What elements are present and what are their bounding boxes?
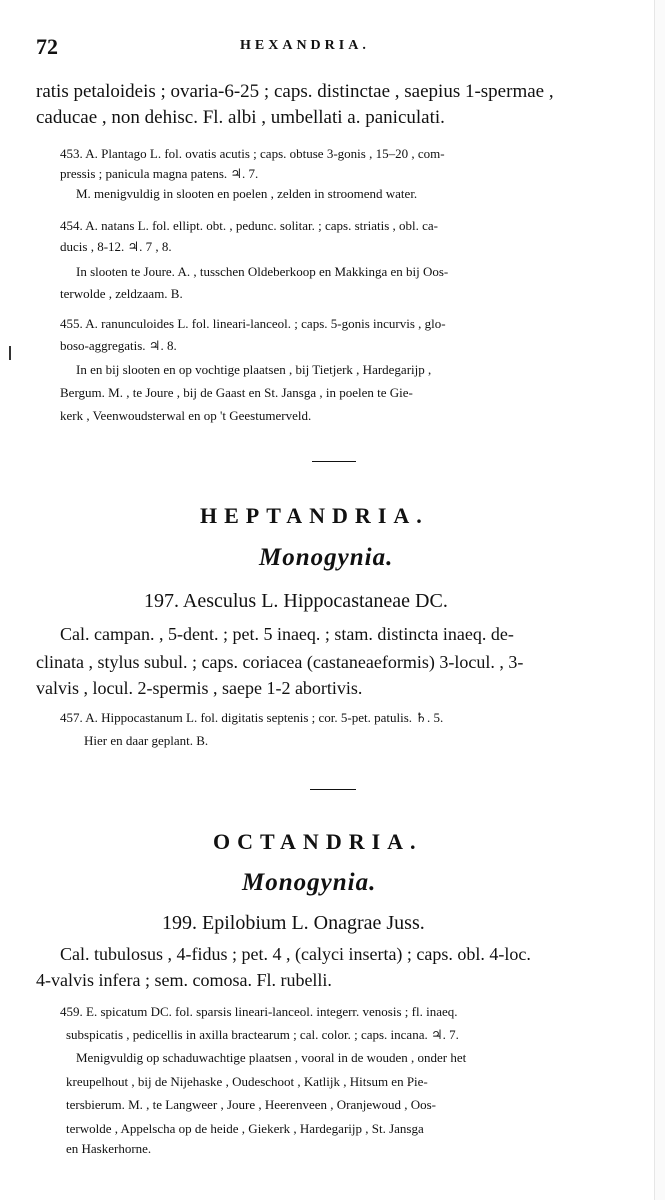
page-number: 72 xyxy=(36,34,58,59)
species-entry-line: subspicatis , pedicellis in axilla bractearum ; cal. color. ; caps. incana. ♃. 7. xyxy=(66,1027,459,1042)
species-entry-line: Bergum. M. , te Joure , bij de Gaast en St. Jansga , in poelen te Gie- xyxy=(60,385,413,400)
class-title: OCTANDRIA. xyxy=(213,829,423,854)
intro-line: caducae , non dehisc. Fl. albi , umbellati a. paniculati. xyxy=(36,107,445,128)
species-entry-line: M. menigvuldig in slooten en poelen , zelden in stroomend water. xyxy=(76,186,418,201)
species-entry-line: kerk , Veenwoudsterwal en op 't Geestumerveld. xyxy=(60,408,312,423)
species-entry-line: 453. A. Plantago L. fol. ovatis acutis ; caps. obtuse 3-gonis , 15–20 , com- xyxy=(60,146,445,161)
genus-description-line: Cal. campan. , 5-dent. ; pet. 5 inaeq. ; stam. distincta inaeq. de- xyxy=(60,624,514,644)
page-edge xyxy=(654,0,665,1200)
species-entry-line: 459. E. spicatum DC. fol. sparsis lineari-lanceol. integerr. venosis ; fl. inaeq. xyxy=(60,1004,458,1019)
genus-heading: 197. Aesculus L. Hippocastaneae DC. xyxy=(144,590,448,612)
section-divider xyxy=(312,461,356,462)
genus-description-line: clinata , stylus subul. ; caps. coriacea (castaneaeformis) 3-locul. , 3- xyxy=(36,652,524,672)
genus-description-line: 4-valvis infera ; sem. comosa. Fl. rubelli. xyxy=(36,970,332,990)
species-entry-line: pressis ; panicula magna patens. ♃. 7. xyxy=(60,166,259,181)
genus-description-line: valvis , locul. 2-spermis , saepe 1-2 abortivis. xyxy=(36,678,363,698)
species-entry-line: In en bij slooten en op vochtige plaatsen , bij Tietjerk , Hardegarijp , xyxy=(76,362,432,377)
species-entry-line: Hier en daar geplant. B. xyxy=(84,733,209,748)
running-title: HEXANDRIA. xyxy=(240,38,370,53)
species-entry-line: ducis , 8-12. ♃. 7 , 8. xyxy=(60,239,172,254)
species-entry-line: terwolde , Appelscha op de heide , Giekerk , Hardegarijp , St. Jansga xyxy=(66,1121,424,1136)
order-title: Monogynia. xyxy=(242,869,377,896)
species-entry-line: 457. A. Hippocastanum L. fol. digitatis septenis ; cor. 5-pet. patulis. ♄. 5. xyxy=(60,710,444,725)
margin-mark xyxy=(9,346,11,360)
species-entry-line: boso-aggregatis. ♃. 8. xyxy=(60,338,177,353)
genus-description-line: Cal. tubulosus , 4-fidus ; pet. 4 , (calyci inserta) ; caps. obl. 4-loc. xyxy=(60,944,531,964)
intro-line: ratis petaloideis ; ovaria-6-25 ; caps. distinctae , saepius 1-spermae , xyxy=(36,81,554,102)
section-divider xyxy=(310,789,356,790)
species-entry-line: tersbierum. M. , te Langweer , Joure , Heerenveen , Oranjewoud , Oos- xyxy=(66,1097,437,1112)
class-title: HEPTANDRIA. xyxy=(200,503,429,528)
species-entry-line: In slooten te Joure. A. , tusschen Oldeberkoop en Makkinga en bij Oos- xyxy=(76,264,449,279)
order-title: Monogynia. xyxy=(259,544,394,571)
species-entry-line: terwolde , zeldzaam. B. xyxy=(60,286,183,301)
species-entry-line: 454. A. natans L. fol. ellipt. obt. , pedunc. solitar. ; caps. striatis , obl. ca- xyxy=(60,218,439,233)
species-entry-line: Menigvuldig op schaduwachtige plaatsen , vooral in de wouden , onder het xyxy=(76,1050,467,1065)
species-entry-line: kreupelhout , bij de Nijehaske , Oudeschoot , Katlijk , Hitsum en Pie- xyxy=(66,1074,428,1089)
species-entry-line: en Haskerhorne. xyxy=(66,1141,152,1156)
genus-heading: 199. Epilobium L. Onagrae Juss. xyxy=(162,912,425,934)
species-entry-line: 455. A. ranunculoides L. fol. lineari-lanceol. ; caps. 5-gonis incurvis , glo- xyxy=(60,316,446,331)
